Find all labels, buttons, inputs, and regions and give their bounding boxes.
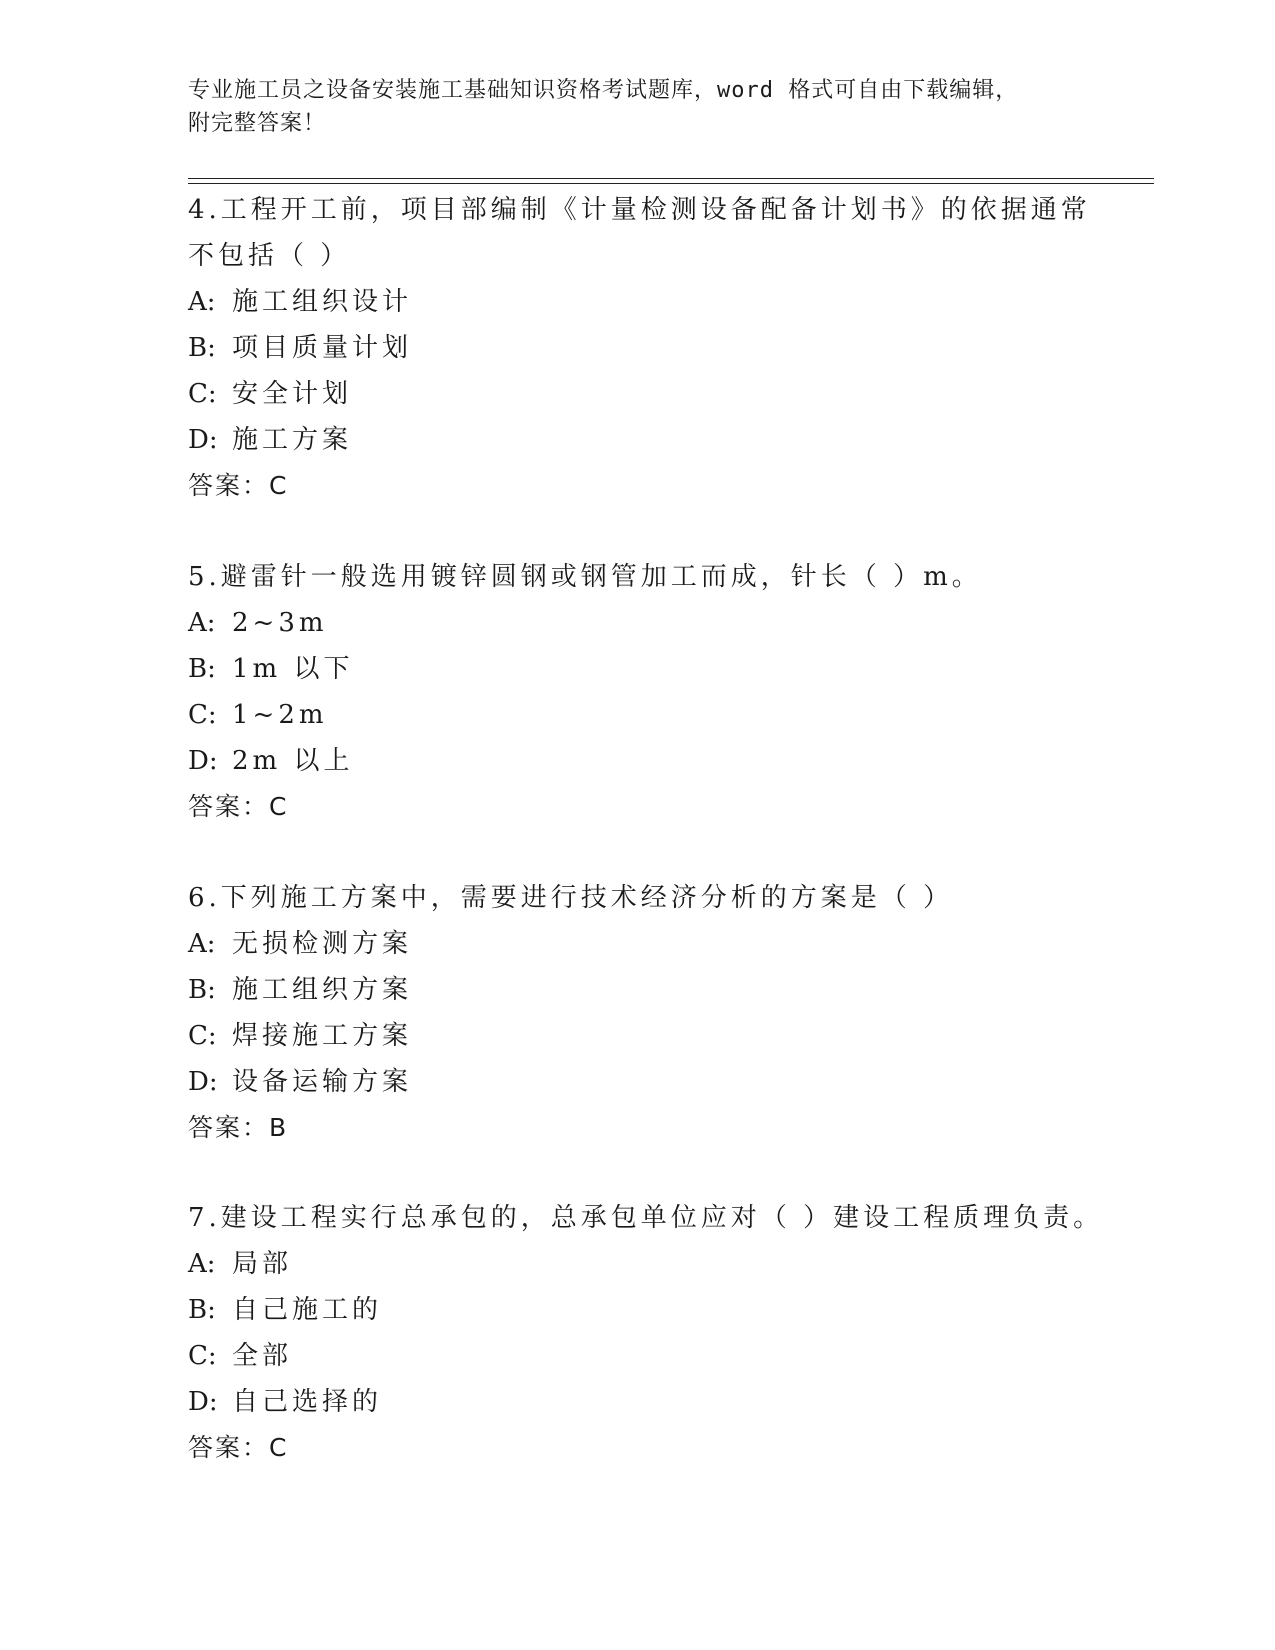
option-key: D: <box>188 425 218 455</box>
question-stem-line: 6.下列施工方案中，需要进行技术经济分析的方案是（ ） <box>188 883 954 913</box>
option-key: D: <box>188 1067 218 1097</box>
option-c <box>188 692 1088 738</box>
option-text: 全部 <box>232 1341 293 1371</box>
option-a <box>188 600 1088 646</box>
option-key: B: <box>188 654 216 684</box>
option-key: D: <box>188 746 218 776</box>
option-c <box>188 371 1088 417</box>
option-c <box>188 1013 1088 1059</box>
option-b <box>188 325 1088 371</box>
option-text: 自己选择的 <box>232 1387 383 1417</box>
answer-line: 答案：C <box>188 471 289 500</box>
answer-line: 答案：C <box>188 1433 289 1462</box>
header-line-1: 专业施工员之设备安装施工基础知识资格考试题库，word 格式可自由下载编辑， <box>188 78 1019 103</box>
question-6 <box>188 875 1088 1151</box>
option-key: A: <box>188 608 216 638</box>
option-b <box>188 1287 1088 1333</box>
option-b <box>188 646 1088 692</box>
question-stem <box>188 1195 1104 1241</box>
option-key: A: <box>188 287 216 317</box>
option-key: A: <box>188 929 216 959</box>
option-d <box>188 738 1088 784</box>
option-a <box>188 279 1088 325</box>
answer-line: 答案：B <box>188 1113 289 1142</box>
option-b <box>188 967 1088 1013</box>
option-text: 焊接施工方案 <box>232 1021 413 1051</box>
option-key: B: <box>188 1295 216 1325</box>
option-d <box>188 1379 1088 1425</box>
option-key: D: <box>188 1387 218 1417</box>
option-key: B: <box>188 333 216 363</box>
option-text: 1m 以下 <box>232 654 354 684</box>
question-stem <box>188 554 1088 600</box>
option-a <box>188 921 1088 967</box>
option-text: 局部 <box>232 1249 293 1279</box>
question-stem-line: 4.工程开工前，项目部编制《计量检测设备配备计划书》的依据通常 <box>188 195 1091 225</box>
question-stem-line: 5.避雷针一般选用镀锌圆钢或钢管加工而成，针长（ ）m。 <box>188 562 982 592</box>
option-text: 施工方案 <box>232 425 353 455</box>
option-text: 2m 以上 <box>232 746 354 776</box>
option-key: C: <box>188 1341 217 1371</box>
option-text: 安全计划 <box>232 379 353 409</box>
option-key: B: <box>188 975 216 1005</box>
question-7 <box>188 1195 1104 1471</box>
option-d <box>188 417 1088 463</box>
header-divider-top <box>188 178 1154 179</box>
option-text: 无损检测方案 <box>232 929 413 959</box>
question-stem <box>188 875 1088 921</box>
option-key: C: <box>188 1021 217 1051</box>
answer-line: 答案：C <box>188 792 289 821</box>
question-stem-line: 7.建设工程实行总承包的，总承包单位应对（ ）建设工程质理负责。 <box>188 1203 1104 1233</box>
question-stem-line: 不包括（ ） <box>188 241 351 271</box>
document-header <box>188 74 1068 140</box>
option-c <box>188 1333 1088 1379</box>
question-stem <box>188 187 1091 279</box>
option-text: 1~2m <box>232 700 328 730</box>
header-line-2: 附完整答案！ <box>188 111 327 136</box>
option-a <box>188 1241 1088 1287</box>
option-key: C: <box>188 700 217 730</box>
question-5 <box>188 554 1088 830</box>
option-text: 设备运输方案 <box>232 1067 413 1097</box>
option-key: C: <box>188 379 217 409</box>
option-d <box>188 1059 1088 1105</box>
question-4 <box>188 187 1091 509</box>
option-text: 施工组织方案 <box>232 975 413 1005</box>
option-key: A: <box>188 1249 216 1279</box>
header-divider-bottom <box>188 183 1154 184</box>
option-text: 2~3m <box>232 608 328 638</box>
option-text: 项目质量计划 <box>232 333 413 363</box>
option-text: 施工组织设计 <box>232 287 413 317</box>
option-text: 自己施工的 <box>232 1295 383 1325</box>
